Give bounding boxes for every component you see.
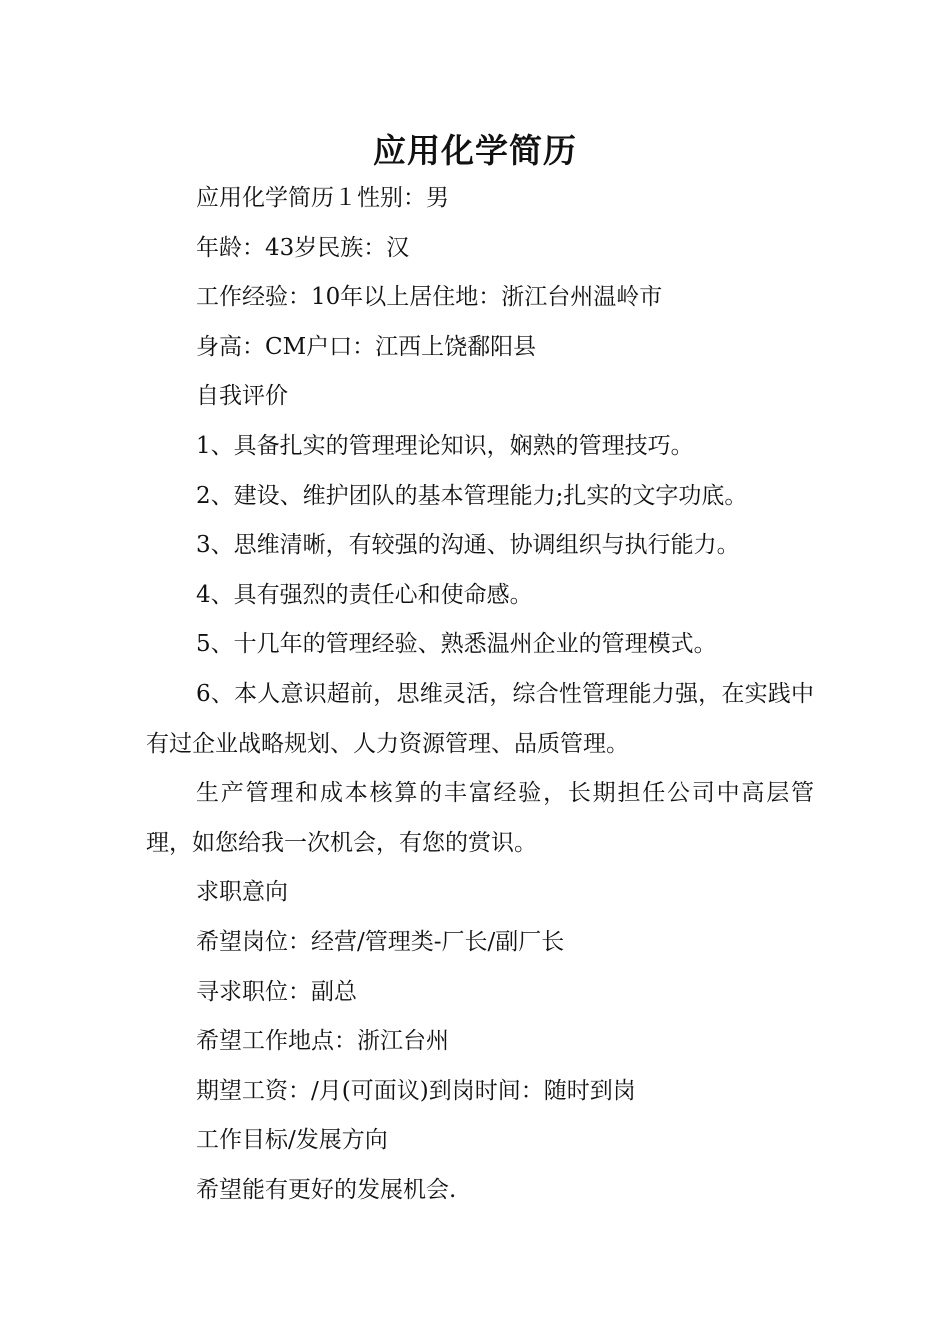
paragraph-evaluation-5: 5、十几年的管理经验、熟悉温州企业的管理模式。 [196,631,717,658]
paragraph-experience-residence: 工作经验：10年以上居住地：浙江台州温岭市 [196,284,663,311]
section-heading-job-intention: 求职意向 [196,879,288,906]
paragraph-salary-availability: 期望工资：/月(可面议)到岗时间：随时到岗 [196,1077,636,1104]
section-heading-career-goal: 工作目标/发展方向 [196,1127,388,1154]
paragraph-evaluation-4: 4、具有强烈的责任心和使命感。 [196,581,533,608]
paragraph-name-gender: 应用化学简历１性别：男 [196,185,449,211]
paragraph-evaluation-3: 3、思维清晰，有较强的沟通、协调组织与执行能力。 [196,532,740,559]
paragraph-management-experience: 生产管理和成本核算的丰富经验，长期担任公司中高层管理，如您给我一次机会，有您的赏识。 [146,780,814,856]
document-body [146,174,814,1215]
paragraph-desired-position: 希望岗位：经营/管理类-厂长/副厂长 [196,928,565,955]
paragraph-evaluation-6: 6、本人意识超前，思维灵活，综合性管理能力强，在实践中有过企业战略规划、人力资源管理、品质管理。 [146,680,814,757]
paragraph-evaluation-2: 2、建设、维护团队的基本管理能力;扎实的文字功底。 [196,482,748,509]
paragraph-height-hukou: 身高：CM户口：江西上饶鄱阳县 [196,333,537,360]
paragraph-evaluation-1: 1、具备扎实的管理理论知识，娴熟的管理技巧。 [196,432,694,459]
paragraph-career-goal: 希望能有更好的发展机会. [196,1176,457,1203]
document-title: 应用化学简历 [373,131,577,170]
paragraph-sought-role: 寻求职位：副总 [196,978,357,1005]
paragraph-desired-location: 希望工作地点：浙江台州 [196,1028,449,1055]
section-heading-self-evaluation: 自我评价 [196,383,288,410]
paragraph-age-ethnicity: 年龄：43岁民族：汉 [196,234,410,261]
